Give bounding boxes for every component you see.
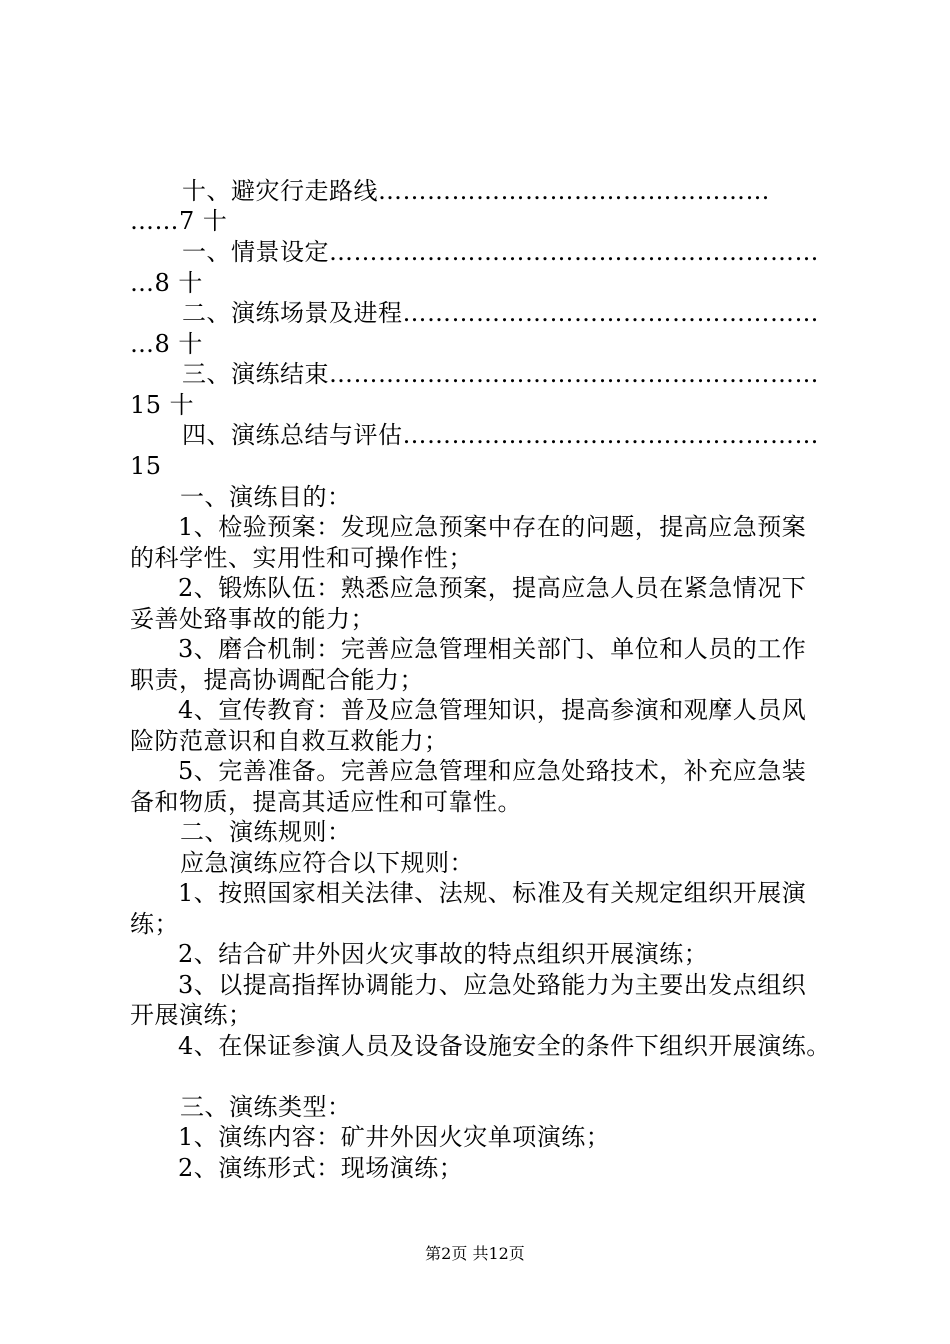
purpose-item-1-line-1: 1、检验预案：发现应急预案中存在的问题，提高应急预案 bbox=[178, 513, 807, 541]
rules-item-2: 2、结合矿井外因火灾事故的特点组织开展演练； bbox=[178, 940, 709, 968]
type-item-1: 1、演练内容：矿井外因火灾单项演练； bbox=[178, 1123, 611, 1151]
rules-item-3-line-1: 3、以提高指挥协调能力、应急处臵能力为主要出发点组织 bbox=[178, 971, 807, 999]
purpose-item-1-line-2: 的科学性、实用性和可操作性； bbox=[130, 544, 473, 572]
purpose-item-3-line-2: 职责，提高协调配合能力； bbox=[130, 666, 424, 694]
section-heading-type: 三、演练类型： bbox=[180, 1093, 352, 1121]
section-heading-rules: 二、演练规则： bbox=[180, 818, 352, 846]
section-heading-purpose: 一、演练目的： bbox=[180, 483, 352, 511]
toc-entry-12-continuation: …8 十 bbox=[130, 330, 203, 358]
type-item-2: 2、演练形式：现场演练； bbox=[178, 1154, 464, 1182]
purpose-item-5-line-1: 5、完善准备。完善应急管理和应急处臵技术，补充应急装 bbox=[178, 757, 807, 785]
rules-item-1-line-2: 练； bbox=[130, 910, 179, 938]
rules-intro: 应急演练应符合以下规则： bbox=[180, 849, 474, 877]
toc-entry-14-title: 四、演练总结与评估…………………………………………… bbox=[182, 421, 819, 449]
purpose-item-3-line-1: 3、磨合机制：完善应急管理相关部门、单位和人员的工作 bbox=[178, 635, 807, 663]
toc-entry-10-continuation: ……7 十 bbox=[130, 207, 228, 235]
purpose-item-2-line-1: 2、锻炼队伍：熟悉应急预案，提高应急人员在紧急情况下 bbox=[178, 574, 807, 602]
purpose-item-4-line-1: 4、宣传教育：普及应急管理知识，提高参演和观摩人员风 bbox=[178, 696, 807, 724]
rules-item-1-line-1: 1、按照国家相关法律、法规、标准及有关规定组织开展演 bbox=[178, 879, 807, 907]
rules-item-3-line-2: 开展演练； bbox=[130, 1001, 253, 1029]
rules-item-4: 4、在保证参演人员及设备设施安全的条件下组织开展演练。 bbox=[178, 1032, 831, 1060]
toc-entry-12-title: 二、演练场景及进程…………………………………………… bbox=[182, 299, 819, 327]
toc-entry-13-title: 三、演练结束…………………………………………………… bbox=[182, 360, 819, 388]
toc-entry-11-title: 一、情景设定…………………………………………………… bbox=[182, 238, 819, 266]
purpose-item-4-line-2: 险防范意识和自救互救能力； bbox=[130, 727, 449, 755]
toc-entry-11-continuation: …8 十 bbox=[130, 269, 203, 297]
page-footer: 第2页 共12页 bbox=[425, 1244, 525, 1263]
purpose-item-2-line-2: 妥善处臵事故的能力； bbox=[130, 605, 375, 633]
toc-entry-14-continuation: 15 bbox=[130, 452, 162, 480]
purpose-item-5-line-2: 备和物质，提高其适应性和可靠性。 bbox=[130, 788, 522, 816]
toc-entry-13-continuation: 15 十 bbox=[130, 391, 195, 419]
toc-entry-10-title: 十、避灾行走路线………………………………………… bbox=[182, 177, 770, 205]
